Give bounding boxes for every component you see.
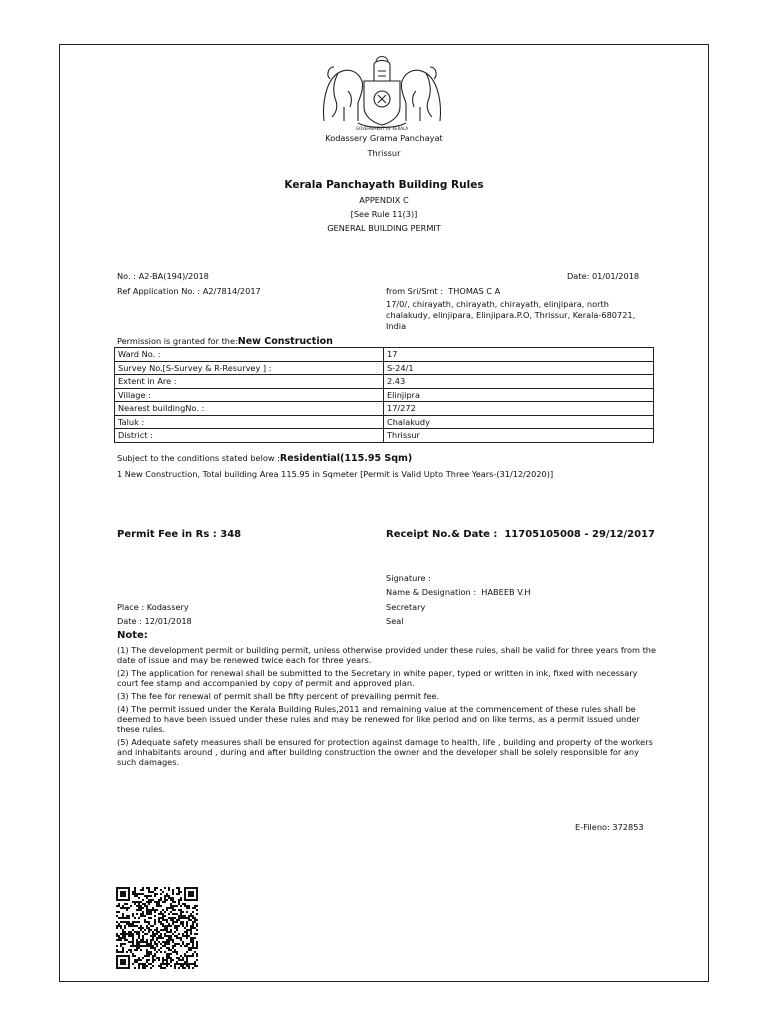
permit-details-table bbox=[114, 347, 654, 443]
list-item: (5) Adequate safety measures shall be ensured for protection against damage to health, life , building and property of the workers and inhabitants around , during and after building construction the owner and the developer shall be solely responsible for any such damages. bbox=[117, 737, 653, 767]
detail-label: Survey No.[S-Survey & R-Resurvey ] : bbox=[115, 361, 384, 375]
document-title: Kerala Panchayath Building Rules bbox=[284, 179, 484, 191]
seal-label: Seal bbox=[386, 616, 404, 626]
permit-fee: Permit Fee in Rs : 348 bbox=[117, 529, 242, 540]
detail-label: Extent in Are : bbox=[115, 375, 384, 389]
table-row bbox=[115, 429, 654, 443]
kerala-emblem-icon bbox=[318, 51, 446, 131]
office-district: Thrissur bbox=[367, 148, 401, 158]
detail-label: Nearest buildingNo. : bbox=[115, 402, 384, 416]
list-item: (1) The development permit or building permit, unless otherwise provided under these rules, shall be valid for three years from the date of issue and may be renewed twice each for three years. bbox=[117, 645, 657, 665]
efile-number: E-Fileno: 372853 bbox=[575, 822, 644, 832]
detail-label: District : bbox=[115, 429, 384, 443]
issue-date: Date : 12/01/2018 bbox=[117, 616, 192, 626]
detail-value: 17/272 bbox=[384, 402, 654, 416]
detail-value: 2.43 bbox=[384, 375, 654, 389]
table-row bbox=[115, 348, 654, 362]
table-row bbox=[115, 361, 654, 375]
table-row bbox=[115, 415, 654, 429]
office-name: Kodassery Grama Panchayat bbox=[325, 133, 443, 143]
detail-value: Thrissur bbox=[384, 429, 654, 443]
conditions-detail: 1 New Construction, Total building Area 115.95 in Sqmeter [Permit is Valid Upto Three Years-(31/12/2020)] bbox=[117, 469, 554, 479]
notes-list bbox=[117, 645, 657, 770]
detail-label: Taluk : bbox=[115, 415, 384, 429]
name-designation: Name & Designation : HABEEB V.H bbox=[386, 587, 531, 597]
detail-value: Elinjipra bbox=[384, 388, 654, 402]
table-row bbox=[115, 388, 654, 402]
list-item: (2) The application for renewal shall be submitted to the Secretary in white paper, typed or written in ink, fixed with necessary court fee stamp and accompanied by copy of permit and approved plan. bbox=[117, 668, 638, 688]
reference-application: Ref Application No. : A2/7814/2017 bbox=[117, 286, 261, 296]
detail-label: Village : bbox=[115, 388, 384, 402]
permission-line: Permission is granted for the:New Construction bbox=[117, 336, 333, 347]
permit-type: GENERAL BUILDING PERMIT bbox=[327, 223, 441, 233]
designation: Secretary bbox=[386, 602, 426, 612]
table-row bbox=[115, 402, 654, 416]
receipt-number-date: Receipt No.& Date : 11705105008 - 29/12/2017 bbox=[386, 529, 655, 540]
permit-number: No. : A2-BA(194)/2018 bbox=[117, 271, 209, 281]
list-item: (3) The fee for renewal of permit shall be fifty percent of prevailing permit fee. bbox=[117, 691, 440, 701]
notes-heading: Note: bbox=[117, 630, 148, 641]
list-item: (4) The permit issued under the Kerala Building Rules,2011 and remaining value at the commencement of these rules shall be deemed to have been issued under these rules and may be renewed for like period and on like terms, as a permit issued under these rules. bbox=[117, 704, 640, 734]
appendix-label: APPENDIX C bbox=[359, 195, 409, 205]
detail-value: 17 bbox=[384, 348, 654, 362]
svg-text:GOVERNMENT OF KERALA: GOVERNMENT OF KERALA bbox=[355, 126, 409, 131]
applicant-name: from Sri/Smt : THOMAS C A bbox=[386, 286, 501, 296]
detail-value: S-24/1 bbox=[384, 361, 654, 375]
signature-label: Signature : bbox=[386, 573, 431, 583]
detail-value: Chalakudy bbox=[384, 415, 654, 429]
applicant-address: 17/0/, chirayath, chirayath, chirayath, elinjipara, north chalakudy, elinjipara, Elinjipara.P.O, Thrissur, Kerala-680721, India bbox=[386, 299, 636, 331]
qr-code-icon bbox=[116, 887, 198, 969]
place: Place : Kodassery bbox=[117, 602, 189, 612]
conditions-value: Residential(115.95 Sqm) bbox=[279, 453, 413, 464]
table-row bbox=[115, 375, 654, 389]
permission-value: New Construction bbox=[237, 336, 333, 347]
rule-reference: [See Rule 11(3)] bbox=[350, 209, 418, 219]
conditions-line: Subject to the conditions stated below :Residential(115.95 Sqm) bbox=[117, 453, 413, 464]
detail-label: Ward No. : bbox=[115, 348, 384, 362]
permit-date: Date: 01/01/2018 bbox=[567, 271, 640, 281]
